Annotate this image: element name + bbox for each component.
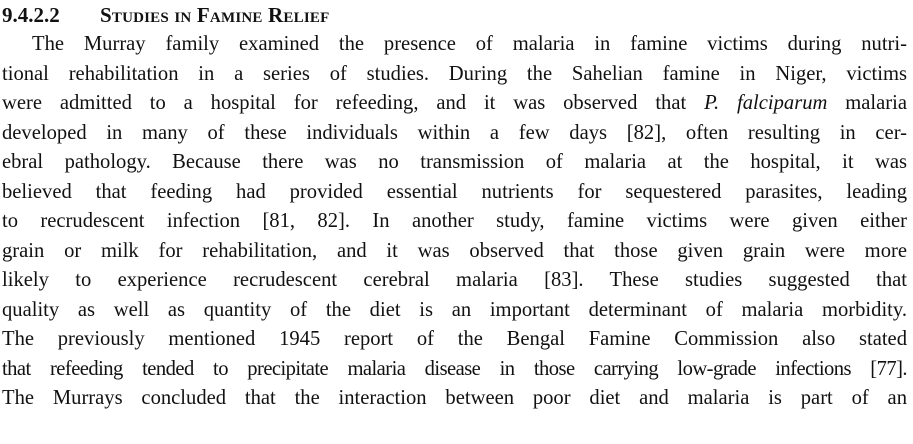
paragraph-line: to recrudescent infection [81, 82]. In another study, famine victims were given either (2, 210, 907, 232)
paragraph-line (2, 89, 907, 119)
species-name-italic: P. falciparum (704, 92, 828, 114)
paragraph-line: The Murray family examined the presence of malaria in famine victims during nutri- (32, 33, 907, 55)
section-heading (2, 0, 907, 30)
paragraph-line: tional rehabilitation in a series of studies. During the Sahelian famine in Niger, victims (2, 62, 907, 85)
paragraph-line: that refeeding tended to precipitate malaria disease in those carrying low-grade infections [77]. (2, 357, 907, 380)
body-paragraph (2, 30, 907, 414)
paragraph-line: The previously mentioned 1945 report of the Bengal Famine Commission also stated (2, 328, 907, 350)
paragraph-line: The Murrays concluded that the interaction between poor diet and malaria is part of an (2, 387, 907, 409)
paragraph-line: likely to experience recrudescent cerebral malaria [83]. These studies suggested that (2, 269, 907, 291)
section-number: 9.4.2.2 (2, 3, 60, 27)
paragraph-line: grain or milk for rehabilitation, and it was observed that those given grain were more (2, 239, 907, 262)
paragraph-line: ebral pathology. Because there was no transmission of malaria at the hospital, it was (2, 151, 907, 173)
line-text-segment: were admitted to a hospital for refeeding, and it was observed that (2, 92, 705, 114)
paragraph-line: developed in many of these individuals within a few days [82], often resulting in cer- (2, 121, 907, 144)
paragraph-line: quality as well as quantity of the diet is an important determinant of malaria morbidity. (2, 298, 907, 321)
section-title: Studies in Famine Relief (100, 3, 330, 27)
paragraph-line: believed that feeding had provided essential nutrients for sequestered parasites, leading (2, 180, 907, 203)
line-text-segment: malaria (827, 92, 907, 114)
